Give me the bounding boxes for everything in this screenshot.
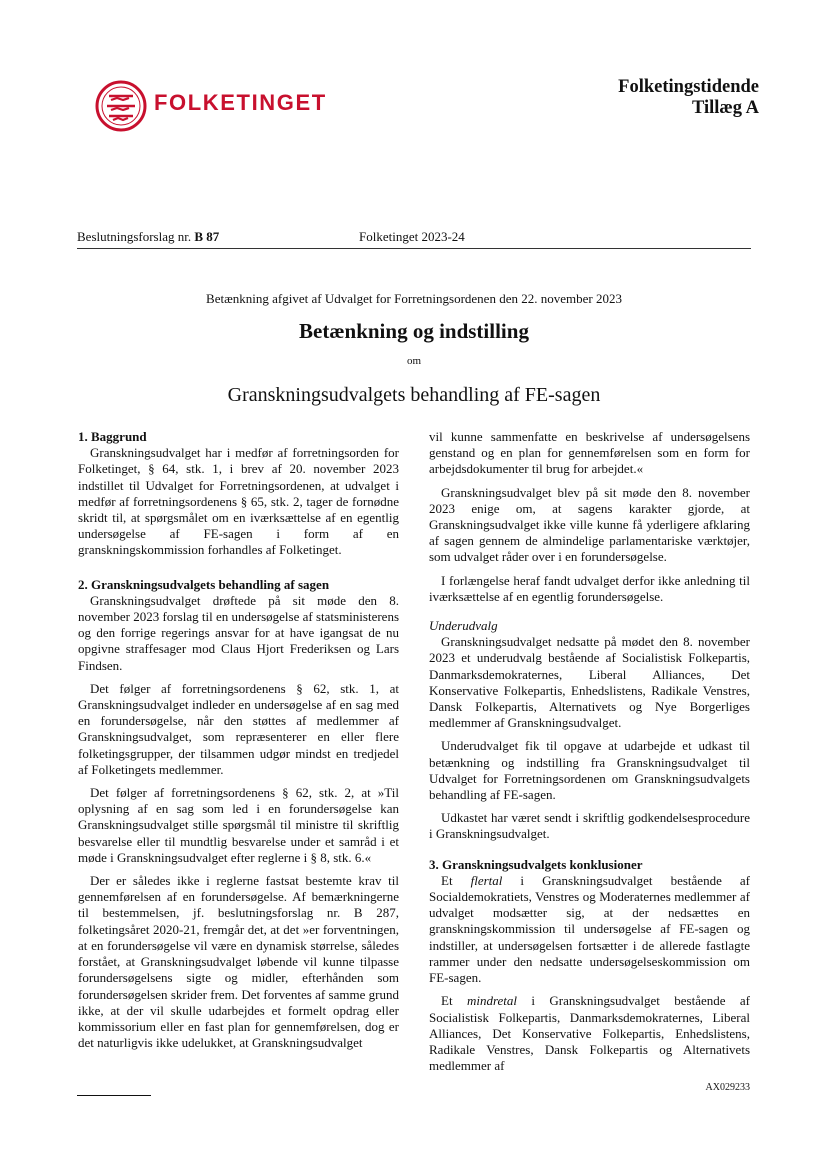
bill-number: B 87 [194,229,220,244]
emphasis: mindretal [466,993,518,1009]
text-run: i Granskningsudvalget bestående af Socialistisk Folkepartis, Danmarksdemokraternes, Liberal Alliances, Det Konservative Folkepartis, Enhedslistens, Radikale Venstres, Dansk Folkepartis og Alternativets medlemmer af [429,993,750,1074]
paragraph: Granskningsudvalget har i medfør af forretningsorden for Folketinget, § 64, stk. 1, i brev af 20. november 2023 indstillet til Udvalget for Forretningsordenen, at udvalget i medfør af forretningsordenens § 65, stk. 2, tager de fornødne skridt til, at spørgsmålet om en iværksættelse af en egentlig undersøgelse af FE-sagen i form af en granskningskommission forhandles af Folketinget. [78,445,399,558]
left-column [78,429,399,1058]
paragraph: Granskningsudvalget blev på sit møde den 8. november 2023 enige om, at sagens karakter gjorde, at Granskningsudvalget ikke ville kunne få yderligere afklaring af sagen gennem de almindelige parlamentariske værktøjer, som udvalget råder over i en forundersøgelse. [429,484,750,565]
folketinget-logo [94,80,334,132]
paragraph: Granskningsudvalget nedsatte på mødet den 8. november 2023 et underudvalg bestående af Socialistisk Folkepartis, Danmarksdemokraternes, Liberal Alliances, Det Konservative Folkepartis, Enhedslistens, Radikale Venstres, Dansk Folkepartis, Alternativets og Nye Borgerliges medlemmer af Granskningsudvalget. [429,634,750,731]
bill-reference [77,229,219,245]
issued-statement: Betænkning afgivet af Udvalget for Forretningsordenen den 22. november 2023 [206,291,622,306]
coat-of-arms-icon [94,80,148,132]
section-heading: 1. Baggrund [78,429,147,444]
paragraph: Underudvalget fik til opgave at udarbejde et udkast til betænkning og indstilling fra Granskningsudvalget til Udvalget for Forretningsordenen om Granskningsudvalgets behandling af FE-sagen. [429,738,750,803]
publication-title [618,77,759,119]
section-heading: 3. Granskningsudvalgets konklusioner [429,856,643,872]
header-divider [77,248,751,249]
paragraph [429,873,750,986]
paragraph: I forlængelse heraf fandt udvalget derfor ikke anledning til iværksættelse af en egentlig forundersøgelse. [429,572,750,604]
publication-supplement: Tillæg A [692,98,759,118]
emphasis: flertal [470,872,503,888]
paragraph: Udkastet har været sendt i skriftlig godkendelsesprocedure i Granskningsudvalget. [429,810,750,842]
paragraph: Der er således ikke i reglerne fastsat bestemte krav til gennemførelsen af en forundersøgelse. Af bemærkningerne til bestemmelsen, jf. beslutningsforslag nr. B 287, folketingsåret 2020-21, fremgår det, at det »er forventningen, at en forundersøgelse vil være en dynamisk størrelse, således forstået, at Granskningsudvalget løbende vil kunne tilpasse forundersøgelsens sigte og midler, efterhånden som forundersøgelsen skrider frem. Det forventes af samme grund ikke, at der vil skulle udarbejdes et formelt opdrag eller kommissorium eller en fast plan for gennemførelsen, dog er det naturligvis ikke udelukket, at Granskningsudvalget [78,873,399,1051]
subsection-heading: Underudvalg [429,618,498,634]
section-heading: 2. Granskningsudvalgets behandling af sagen [78,576,330,592]
paragraph-continued: vil kunne sammenfatte en beskrivelse af undersøgelsens genstand og en plan for gennemførelsen som en form for arbejdsdokumenter til brug for arbejdet.« [429,429,750,477]
paragraph: Det følger af forretningsordenens § 62, stk. 2, at »Til oplysning af en sag som led i en forundersøgelse kan Granskningsudvalget stille spørgsmål til ministre til skriftlig besvarelse eller til mundtlig besvarelse under et samråd i et møde i Granskningsudvalget efter reglerne i § 8, stk. 6.« [78,785,399,865]
logo-wordmark: FOLKETINGET [154,90,327,115]
text-run: Et [441,993,467,1009]
text-run: i Granskningsudvalget bestående af Socialdemokratiets, Venstres og Moderaternes medlemmer af udvalget modsætter sig, at der nedsættes en granskningskommission til undersøgelse af FE-sagen og indstiller, at undersøgelsen fortsætter i de allerede fastlagte rammer under den nedsatte undersøgelseskommission om FE-sagen. [429,872,750,986]
publication-name: Folketingstidende [618,77,759,97]
right-column [429,429,750,1081]
paragraph: Granskningsudvalget drøftede på sit møde den 8. november 2023 forslag til en undersøgelse af statsministerens og den forrige regerings ansvar for at have igangsat de nu opgivne straffesager mod Claus Hjort Frederiksen og Lars Findsen. [78,592,399,673]
text-run: Et [441,872,471,888]
document-subtitle: Granskningsudvalgets behandling af FE-sagen [227,384,601,406]
session-year: Folketinget 2023-24 [359,229,465,244]
bill-label: Beslutningsforslag nr. [77,229,195,244]
title-connector: om [406,355,422,367]
paragraph: Det følger af forretningsordenens § 62, stk. 1, at Granskningsudvalget indleder en undersøgelse af en sag med en forundersøgelse, når den støttes af medlemmer af Granskningsudvalget, som repræsenterer en eller flere folketingsgrupper, der tilsammen udgør mindst en tredjedel af Folketingets medlemmer. [78,680,399,777]
document-id: AX029233 [705,1082,750,1093]
document-title: Betænkning og indstilling [299,319,529,343]
footnote-divider [77,1095,151,1096]
paragraph [429,993,750,1074]
